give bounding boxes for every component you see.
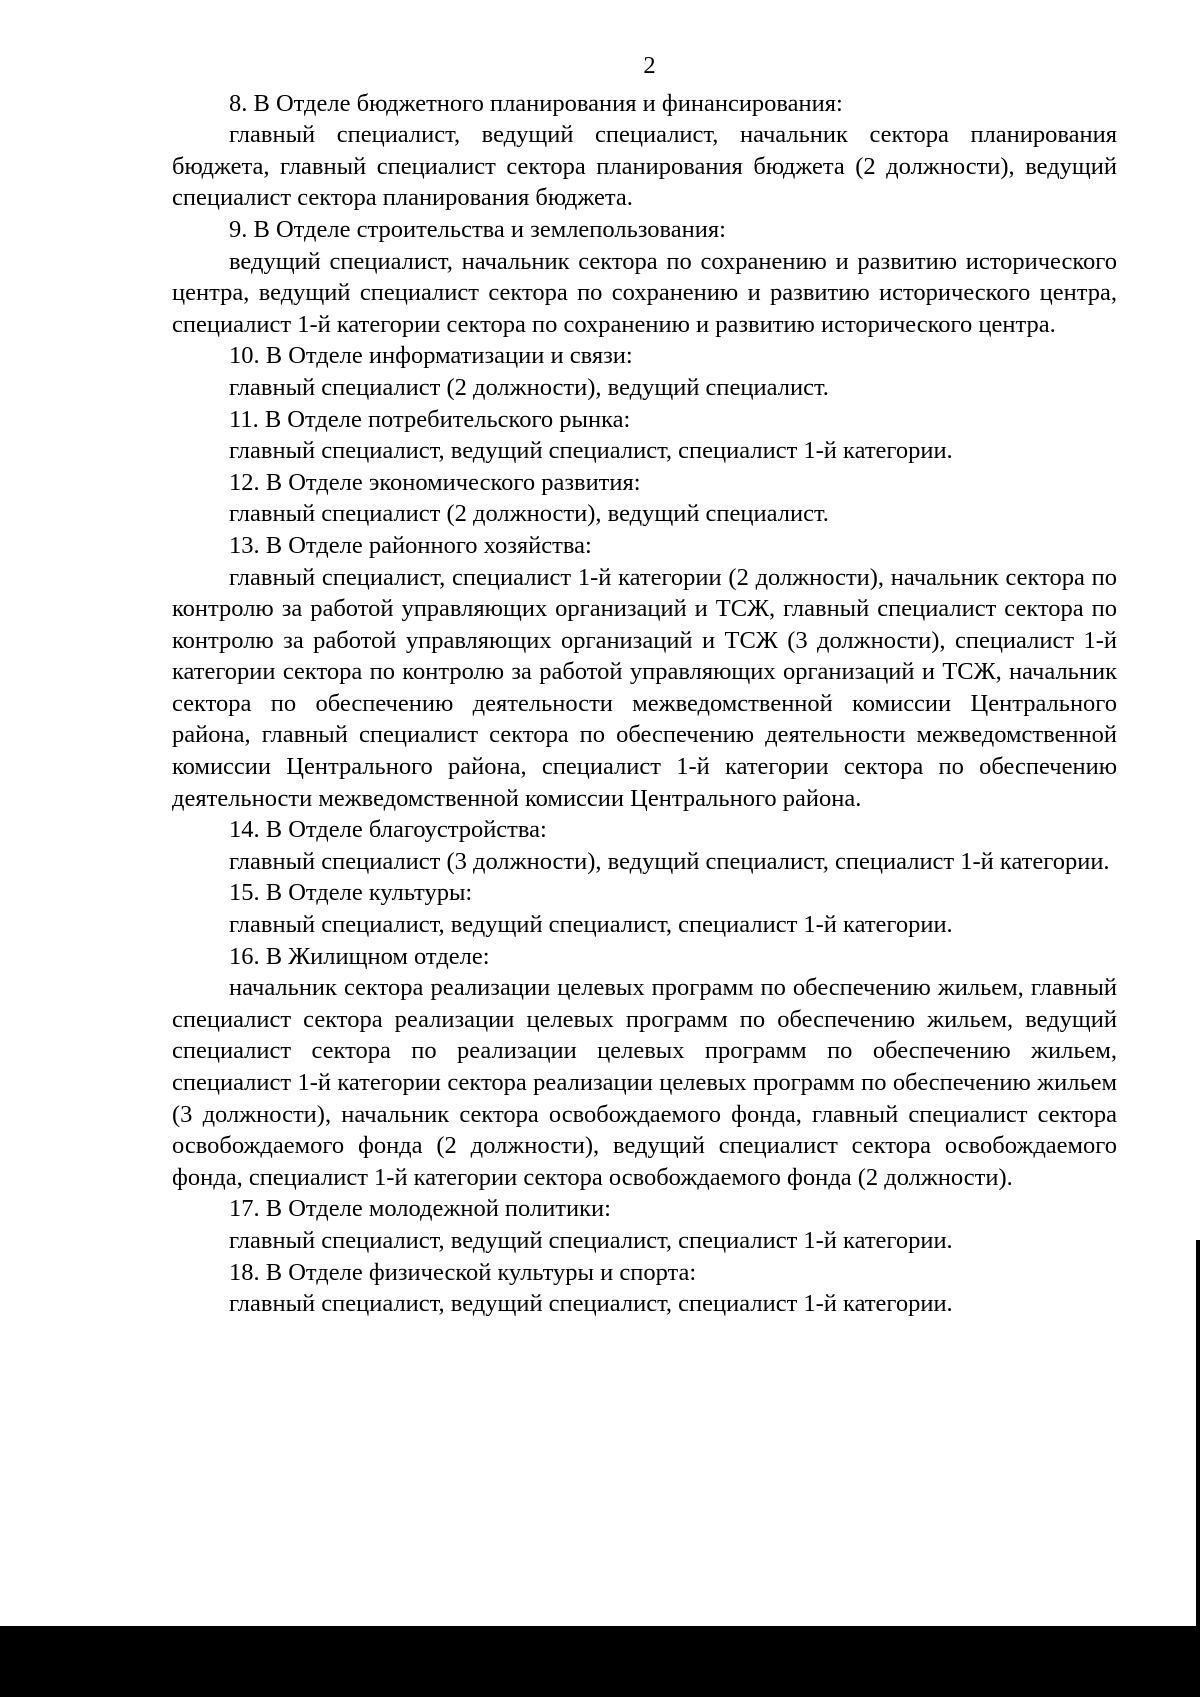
document-content [172,50,1117,1320]
section-14-body: главный специалист (3 должности), ведущий специалист, специалист 1-й категории. [229,847,1110,875]
section-14-heading: 14. В Отделе благоустройства: [229,816,547,844]
section-12-body: главный специалист (2 должности), ведущий специалист. [229,500,829,528]
section-11-body: главный специалист, ведущий специалист, специалист 1-й категории. [229,437,953,465]
section-9-body: ведущий специалист, начальник сектора по сохранению и развитию исторического центра, ведущий специалист сектора по сохранению и развитию исторического центра, специалист 1-й категории сектора по сохранению и развитию исторического центра. [172,247,1117,338]
section-11-heading: 11. В Отделе потребительского рынка: [229,405,631,433]
section-15-heading: 15. В Отделе культуры: [229,879,473,907]
section-9-heading: 9. В Отделе строительства и землепользования: [229,215,726,243]
scan-bottom-border [0,1626,1200,1697]
section-17-body: главный специалист, ведущий специалист, специалист 1-й категории. [229,1226,953,1254]
section-10-heading: 10. В Отделе информатизации и связи: [229,342,633,370]
scan-right-edge-shadow [1196,1240,1200,1626]
section-15-body: главный специалист, ведущий специалист, специалист 1-й категории. [229,911,953,939]
section-10-body: главный специалист (2 должности), ведущий специалист. [229,373,829,401]
page-number: 2 [643,52,656,79]
section-18-body: главный специалист, ведущий специалист, специалист 1-й категории. [229,1290,953,1318]
section-8-heading: 8. В Отделе бюджетного планирования и финансирования: [229,89,843,117]
section-12-heading: 12. В Отделе экономического развития: [229,468,641,496]
section-18-heading: 18. В Отделе физической культуры и спорта: [229,1258,697,1286]
section-16-heading: 16. В Жилищном отделе: [229,942,490,970]
section-8-body: главный специалист, ведущий специалист, начальник сектора планирования бюджета, главный специалист сектора планирования бюджета (2 должности), ведущий специалист сектора планирования бюджета. [172,121,1117,212]
section-13-heading: 13. В Отделе районного хозяйства: [229,531,592,559]
section-17-heading: 17. В Отделе молодежной политики: [229,1195,611,1223]
section-16-body: начальник сектора реализации целевых программ по обеспечению жильем, главный специалист сектора реализации целевых программ по обеспечению жильем, ведущий специалист сектора по реализации целевых программ по обеспечению жильем, специалист 1-й категории сектора реализации целевых программ по обеспечению жильем (3 должности), начальник сектора освобождаемого фонда, главный специалист сектора освобождаемого фонда (2 должности), ведущий специалист сектора освобождаемого фонда, специалист 1-й категории сектора освобождаемого фонда (2 должности). [172,974,1117,1191]
section-13-body: главный специалист, специалист 1-й категории (2 должности), начальник сектора по контролю за работой управляющих организаций и ТСЖ, главный специалист сектора по контролю за работой управляющих организаций и ТСЖ (3 должности), специалист 1-й категории сектора по контролю за работой управляющих организаций и ТСЖ, начальник сектора по обеспечению деятельности межведомственной комиссии Центрального района, главный специалист сектора по обеспечению деятельности межведомственной комиссии Центрального района, специалист 1-й категории сектора по обеспечению деятельности межведомственной комиссии Центрального района. [172,563,1117,812]
